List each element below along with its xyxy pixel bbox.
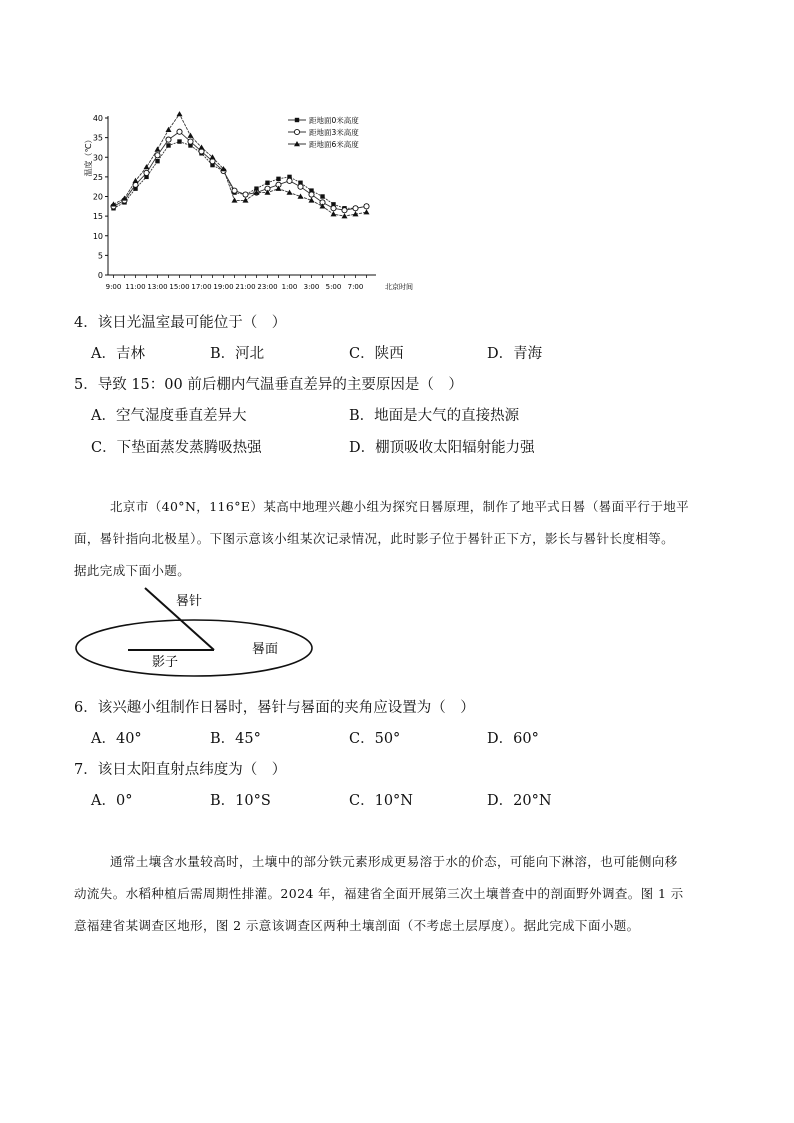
data-point-circle <box>155 153 160 158</box>
legend-marker-circle <box>294 129 299 134</box>
x-tick-label: 7:00 <box>347 283 364 291</box>
q4-option-c: C．陕西 <box>349 346 404 362</box>
passage-soil-line-1: 通常土壤含水量较高时，土壤中的部分铁元素形成更易溶于水的价态，可能向下淋溶，也可能侧向移 <box>110 854 678 869</box>
data-point-triangle <box>111 201 117 206</box>
data-point-circle <box>342 208 347 213</box>
passage-sundial <box>74 491 734 587</box>
q5-option-c: C．下垫面蒸发蒸腾吸热强 <box>91 440 262 456</box>
gnomon-label: 晷针 <box>176 594 203 609</box>
x-tick-label: 5:00 <box>325 283 342 291</box>
y-tick-label: 35 <box>92 133 103 143</box>
x-axis-label: 北京时间 <box>385 283 413 291</box>
x-tick-label: 3:00 <box>303 283 320 291</box>
dial-face-label: 晷面 <box>252 642 279 657</box>
data-point-circle <box>298 184 303 189</box>
q5-option-b: B．地面是大气的直接热源 <box>349 408 520 424</box>
q6-option-b: B．45° <box>210 731 261 747</box>
question-4: 4．该日光温室最可能位于（ ） <box>74 315 287 331</box>
series-line-square <box>114 142 367 209</box>
data-point-triangle <box>155 146 161 151</box>
x-tick-label: 15:00 <box>169 283 190 291</box>
data-point-square <box>276 177 280 181</box>
q4-option-b: B．河北 <box>210 346 265 362</box>
data-point-triangle <box>177 111 183 116</box>
y-tick-label: 20 <box>92 192 103 202</box>
x-tick-label: 13:00 <box>147 283 168 291</box>
q6-option-a: A．40° <box>91 731 142 747</box>
chart-legend <box>288 115 359 149</box>
data-point-circle <box>144 170 149 175</box>
data-point-circle <box>353 206 358 211</box>
data-point-circle <box>309 192 314 197</box>
q7-option-b: B．10°S <box>210 793 271 809</box>
x-tick-label: 19:00 <box>213 283 234 291</box>
q4-option-d: D．青海 <box>487 346 543 362</box>
q6-option-c: C．50° <box>349 731 401 747</box>
legend-label: 距地面0米高度 <box>309 116 359 125</box>
passage-sundial-line-1: 北京市（40°N，116°E）某高中地理兴趣小组为探究日晷原理，制作了地平式日晷（晷面平行于地平 <box>110 499 690 514</box>
data-point-circle <box>243 192 248 197</box>
data-point-circle <box>331 206 336 211</box>
question-7: 7．该日太阳直射点纬度为（ ） <box>74 762 287 778</box>
data-point-triangle <box>232 197 238 202</box>
passage-soil-line-2: 动流失。水稻种植后需周期性排灌。2024 年，福建省全面开展第三次土壤普查中的剖面野外调查。图 1 示 <box>74 886 684 901</box>
y-tick-label: 30 <box>92 153 103 163</box>
data-point-circle <box>364 204 369 209</box>
data-point-square <box>177 139 181 143</box>
data-point-circle <box>188 139 193 144</box>
q6-option-d: D．60° <box>487 731 539 747</box>
data-point-triangle <box>342 213 348 218</box>
y-tick-label: 40 <box>92 114 103 123</box>
passage-sundial-line-2: 面，晷针指向北极星）。下图示意该小组某次记录情况，此时影子位于晷针正下方，影长与晷针长度相等。 <box>74 531 675 546</box>
passage-soil <box>74 846 734 942</box>
y-tick-label: 25 <box>92 172 103 182</box>
data-point-triangle <box>364 209 370 214</box>
x-tick-label: 11:00 <box>125 283 146 291</box>
data-point-triangle <box>188 133 194 138</box>
q7-option-d: D．20°N <box>487 793 552 809</box>
shadow-label: 影子 <box>152 655 179 670</box>
q5-option-d: D．棚顶吸收太阳辐射能力强 <box>349 440 535 456</box>
data-point-square <box>265 181 269 185</box>
x-tick-label: 17:00 <box>191 283 212 291</box>
y-axis-label: 温度（℃） <box>84 135 93 177</box>
question-5: 5．导致 15：00 前后棚内气温垂直差异的主要原因是（ ） <box>74 377 463 393</box>
q7-option-c: C．10°N <box>349 793 413 809</box>
data-point-square <box>155 159 159 163</box>
q4-option-a: A．吉林 <box>91 346 145 362</box>
y-tick-label: 0 <box>97 271 103 280</box>
data-point-triangle <box>144 164 150 169</box>
data-point-circle <box>287 178 292 183</box>
y-tick-label: 5 <box>97 251 103 261</box>
data-point-square <box>320 194 324 198</box>
data-point-square <box>166 143 170 147</box>
temperature-line-chart <box>84 108 413 298</box>
data-point-circle <box>166 137 171 142</box>
legend-marker-square <box>295 118 299 122</box>
q7-option-a: A．0° <box>91 793 133 809</box>
data-point-triangle <box>331 211 337 216</box>
y-tick-label: 10 <box>92 231 103 241</box>
x-tick-label: 9:00 <box>105 283 122 291</box>
legend-label: 距地面6米高度 <box>309 140 359 149</box>
x-tick-label: 23:00 <box>257 283 278 291</box>
data-point-circle <box>232 188 237 193</box>
passage-sundial-line-3: 据此完成下面小题。 <box>74 563 191 578</box>
sundial-diagram <box>72 586 322 681</box>
y-tick-label: 15 <box>92 212 103 222</box>
passage-soil-line-3: 意福建省某调查区地形，图 2 示意该调查区两种土壤剖面（不考虑土层厚度）。据此完成下面小题。 <box>74 918 640 933</box>
question-6: 6．该兴趣小组制作日晷时，晷针与晷面的夹角应设置为（ ） <box>74 700 475 716</box>
x-tick-label: 21:00 <box>235 283 256 291</box>
data-point-circle <box>177 129 182 134</box>
q5-option-a: A．空气湿度垂直差异大 <box>91 408 247 424</box>
legend-label: 距地面3米高度 <box>309 128 359 137</box>
x-tick-label: 1:00 <box>281 283 298 291</box>
